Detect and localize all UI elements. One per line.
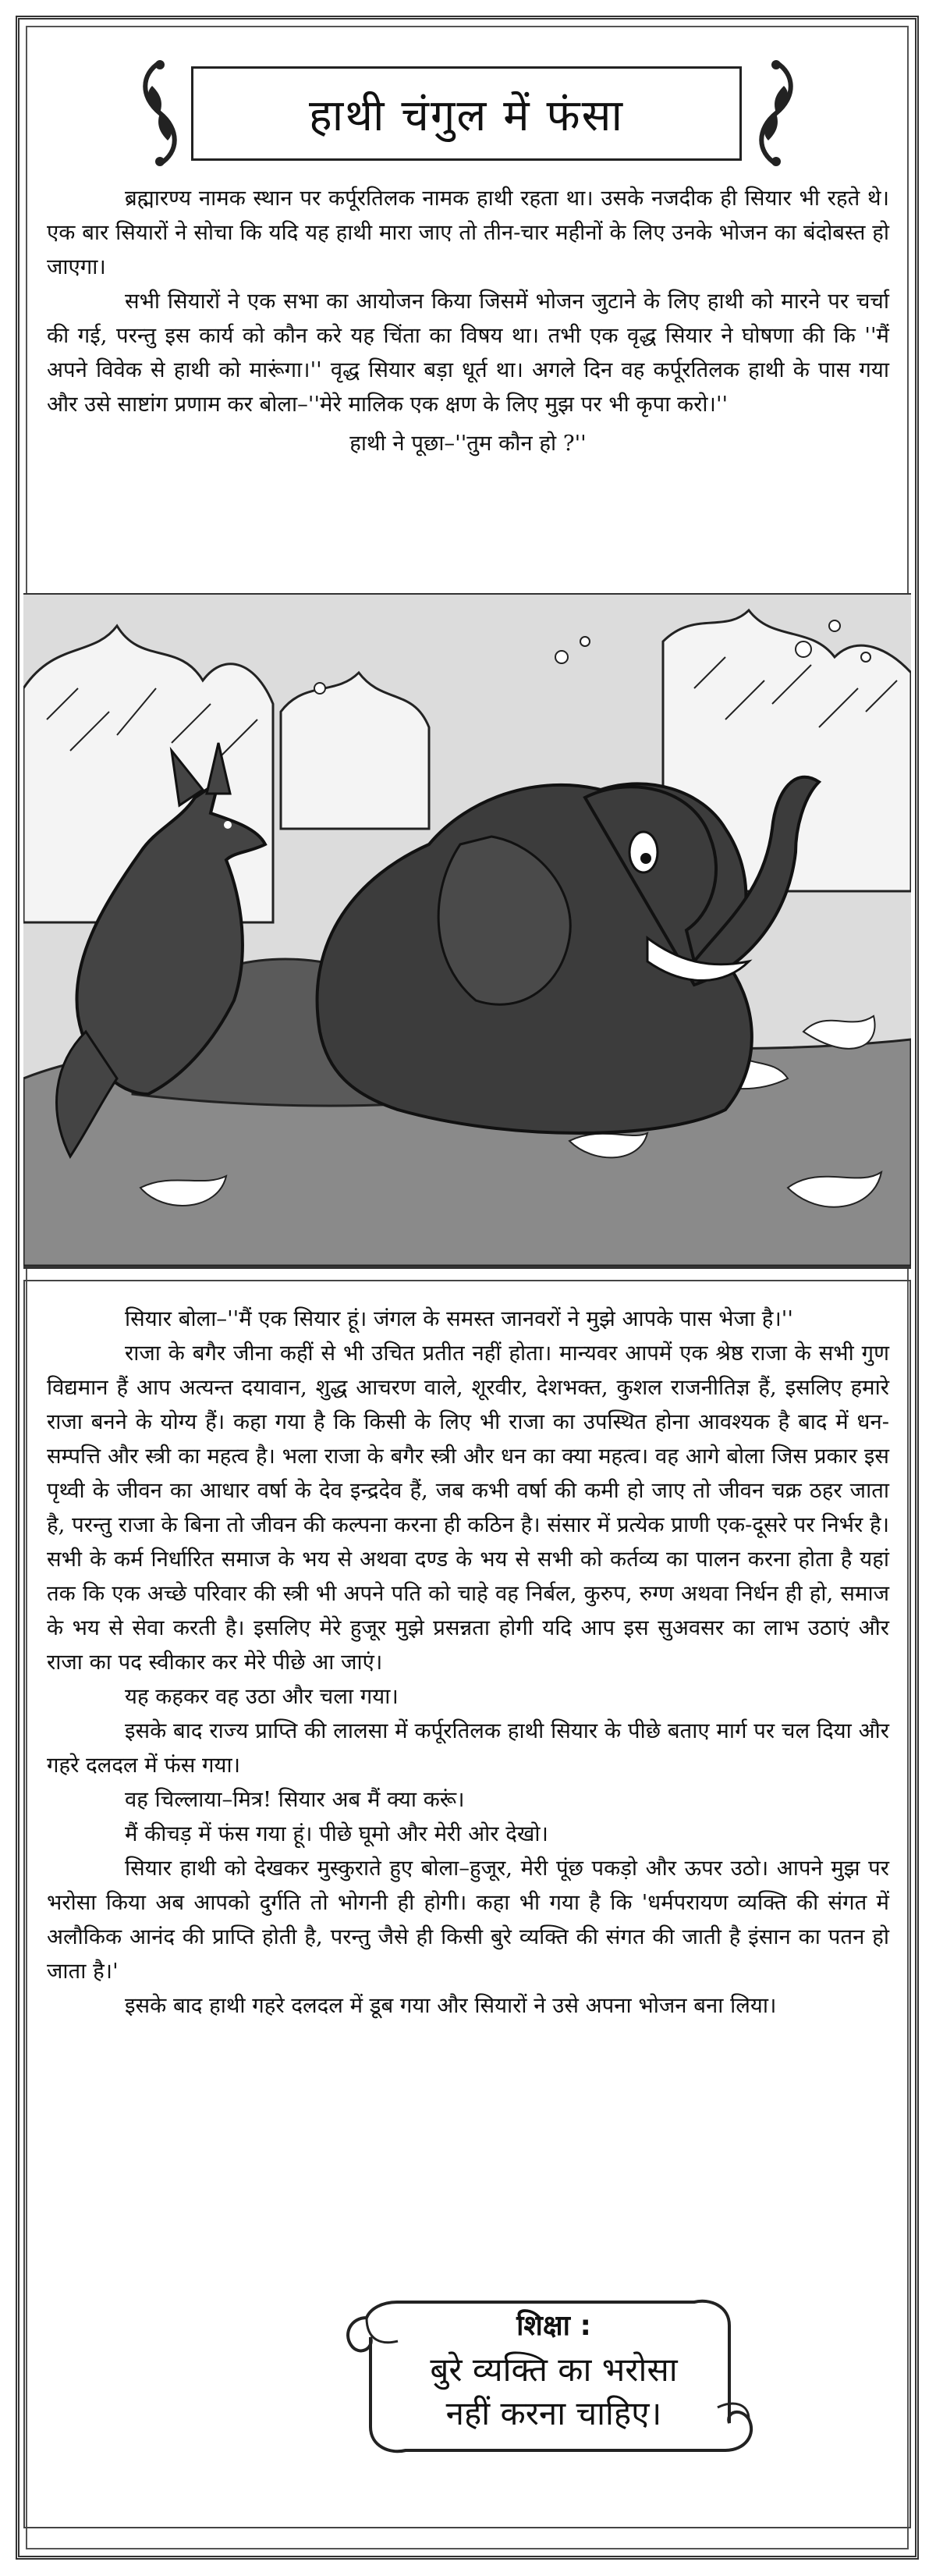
elephant-question: हाथी ने पूछा–''तुम कौन हो ?''	[349, 431, 587, 456]
story-title: हाथी चंगुल में फंसा	[308, 90, 624, 141]
story-paragraph-5: वह चिल्लाया–मित्र! सियार अब मैं क्या करूं।	[125, 1787, 465, 1812]
moral-heading: शिक्षा :	[516, 2310, 591, 2342]
story-paragraph-4: इसके बाद राज्य प्राप्ति की लालसा में कर्पूरतिलक हाथी सियार के पीछे बताए मार्ग पर चल दिया और गहरे दलदल में फंस गया।	[47, 1718, 889, 1778]
story-paragraph-2: राजा के बगैर जीना कहीं से भी उचित प्रतीत नहीं होता। मान्यवर आपमें एक श्रेष्ठ राजा के सभी गुण विद्यमान हैं आप अत्यन्त दयावान, शुद्ध आचरण वाले, शूरवीर, देशभक्त, कुशल राजनीतिज्ञ हैं, इसलिए हमारे राजा बनने के योग्य हैं। कहा गया है कि किसी के लिए भी राजा का उपस्थित होना आवश्यक है बाद में धन-सम्पत्ति और स्त्री का महत्व है। भला राजा के बगैर स्त्री और धन का क्या महत्व। वह आगे बोला जिस प्रकार इस पृथ्वी के जीवन का आधार वर्षा के देव इन्द्रदेव हैं, जब कभी वर्षा की कमी हो जाए तो जीवन चक्र ठहर जाता है, परन्तु राजा के बिना तो जीवन की कल्पना करना ही कठिन है। संसार में प्रत्येक प्राणी एक-दूसरे पर निर्भर है। सभी के कर्म निर्धारित समाज के भय से अथवा दण्ड के भय से सभी को कर्तव्य का पालन करना होता है यहां तक कि एक अच्छे परिवार की स्त्री भी अपने पति को चाहे वह निर्बल, कुरुप, रुग्ण अथवा निर्धन ही हो, समाज के भय से सेवा करती है। इसलिए मेरे हुजूर मुझे प्रसन्नता होगी यदि आप इस सुअवसर का लाभ उठाएं और राजा का पद स्वीकार कर मेरे पीछे आ जाएं।	[47, 1341, 889, 1675]
left-scroll-ornament	[133, 59, 187, 168]
moral-line-1: बुरे व्यक्ति का भरोसा	[430, 2350, 678, 2389]
story-illustration	[23, 593, 911, 1269]
intro-paragraph-1: ब्रह्मारण्य नामक स्थान पर कर्पूरतिलक नामक हाथी रहता था। उसके नजदीक ही सियार भी रहते थे। एक बार सियारों ने सोचा कि यदि यह हाथी मारा जाए तो तीन-चार महीनों के लिए उनके भोजन का बंदोबस्त हो जाएगा।	[47, 186, 889, 279]
story-text	[47, 1302, 889, 2023]
story-paragraph-7: सियार हाथी को देखकर मुस्कुराते हुए बोला–हुजूर, मेरी पूंछ पकड़ो और ऊपर उठो। आपने मुझ पर भरोसा किया अब आपको दुर्गति तो भोगनी ही होगी। कहा भी गया है कि 'धर्मपरायण व्यक्ति की संगत में अलौकिक आनंद की प्राप्ति होती है, परन्तु जैसे ही किसी बुरे व्यक्ति की संगत की जाती है इंसान का पतन हो जाता है।'	[47, 1856, 889, 1984]
story-paragraph-1: सियार बोला–''मैं एक सियार हूं। जंगल के समस्त जानवरों ने मुझे आपके पास भेजा है।''	[125, 1306, 793, 1331]
story-paragraph-3: यह कहकर वह उठा और चला गया।	[125, 1684, 399, 1709]
intro-paragraph-2: सभी सियारों ने एक सभा का आयोजन किया जिसमें भोजन जुटाने के लिए हाथी को मारने पर चर्चा की गई, परन्तु इस कार्य को कौन करे यह चिंता का विषय था। तभी एक वृद्ध सियार ने घोषणा की कि ''मैं अपने विवेक से हाथी को मारूंगा।'' वृद्ध सियार बड़ा धूर्त था। अगले दिन वह कर्पूरतिलक हाथी के पास गया और उसे साष्टांग प्रणाम कर बोला–''मेरे मालिक एक क्षण के लिए मुझ पर भी कृपा करो।''	[47, 289, 889, 417]
title-box	[191, 66, 742, 161]
story-paragraph-6: मैं कीचड़ में फंस गया हूं। पीछे घूमो और मेरी ओर देखो।	[125, 1821, 548, 1846]
moral-box	[335, 2271, 772, 2470]
right-scroll-ornament	[749, 59, 803, 168]
moral-line-2: नहीं करना चाहिए।	[445, 2394, 662, 2432]
story-paragraph-8: इसके बाद हाथी गहरे दलदल में डूब गया और सियारों ने उसे अपना भोजन बना लिया।	[125, 1993, 777, 2018]
moral-content	[335, 2271, 772, 2470]
intro-text	[47, 181, 889, 460]
jackal-elephant-image	[23, 595, 911, 1266]
